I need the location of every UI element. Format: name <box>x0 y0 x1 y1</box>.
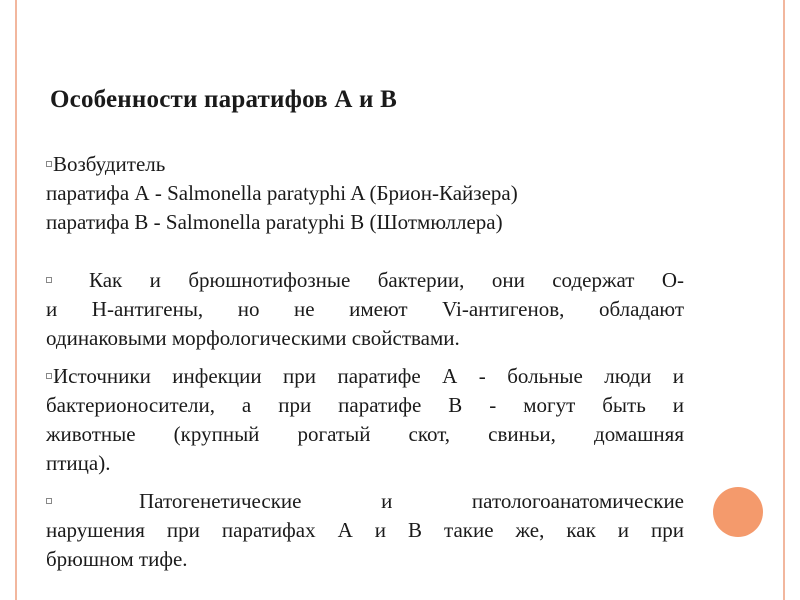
slide-title: Особенности паратифов А и В <box>50 86 397 113</box>
sources-line-4: птица). <box>46 451 111 475</box>
antigens-line-1: Как и брюшнотифозные бактерии, они содержат О- <box>46 266 684 295</box>
bullet-icon <box>46 498 52 504</box>
antigens-line-2: и Н-антигены, но не имеют Vi-антигенов, обладают <box>46 297 684 321</box>
bullet-icon <box>46 277 52 283</box>
pathogenesis-block <box>46 487 684 574</box>
decorative-circle <box>713 487 763 537</box>
pathogenesis-line-1: Патогенетические и патологоанатомические <box>46 487 684 516</box>
antigens-block <box>46 266 684 353</box>
sources-line-2: бактерионосители, а при паратифе В - могут быть и <box>46 393 684 417</box>
bullet-icon <box>46 373 52 379</box>
causative-heading: Возбудитель <box>53 152 166 176</box>
sources-block <box>46 362 684 478</box>
causative-line-a: паратифа А - Salmonella paratyphi A (Брион-Кайзера) <box>46 181 518 205</box>
causative-agent-block <box>46 150 684 237</box>
causative-heading-line <box>46 150 684 179</box>
bullet-icon <box>46 161 52 167</box>
causative-line-b: паратифа В - Salmonella paratyphi B (Шотмюллера) <box>46 210 503 234</box>
sources-line-3: животные (крупный рогатый скот, свиньи, домашняя <box>46 422 684 446</box>
sources-line-1: Источники инфекции при паратифе А - больные люди и <box>46 362 684 391</box>
pathogenesis-line-3: брюшном тифе. <box>46 547 188 571</box>
pathogenesis-line-2: нарушения при паратифах А и В такие же, как и при <box>46 518 684 542</box>
antigens-line-3: одинаковыми морфологическими свойствами. <box>46 326 460 350</box>
